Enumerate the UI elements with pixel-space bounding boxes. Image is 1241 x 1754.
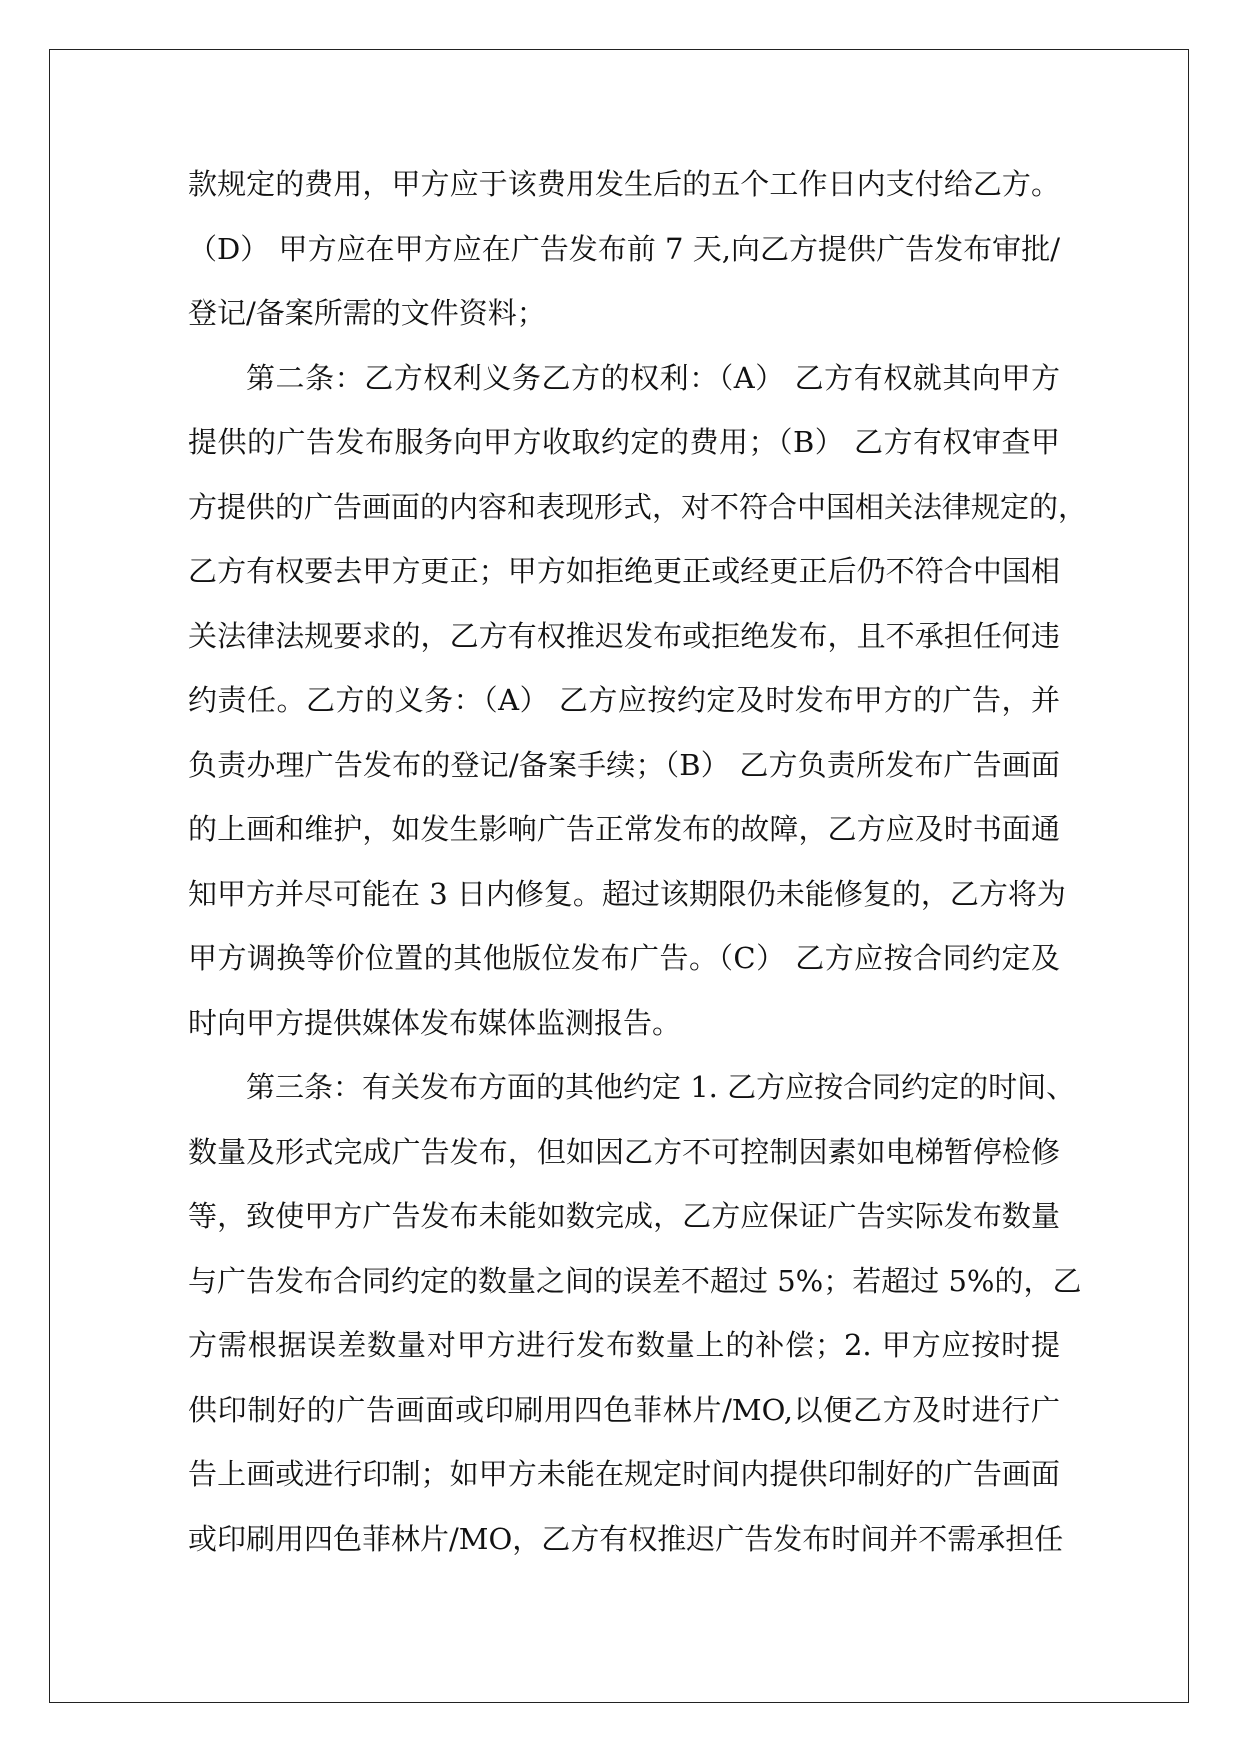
text-line: （D） 甲方应在甲方应在广告发布前 7 天,向乙方提供广告发布审批/ [188, 231, 1060, 266]
text-line: 或印刷用四色菲林片/MO，乙方有权推迟广告发布时间并不需承担任 [188, 1521, 1064, 1556]
text-line: 时向甲方提供媒体发布媒体监测报告。 [188, 1005, 682, 1040]
text-line: 方提供的广告画面的内容和表现形式，对不符合中国相关法律规定的， [188, 489, 1088, 524]
text-line: 乙方有权要去甲方更正；甲方如拒绝更正或经更正后仍不符合中国相 [188, 554, 1060, 588]
text-line: 供印制好的广告画面或印刷用四色菲林片/MO,以便乙方及时进行广 [188, 1392, 1060, 1427]
text-line: 数量及形式完成广告发布，但如因乙方不可控制因素如电梯暂停检修 [188, 1134, 1060, 1169]
text-line: 提供的广告发布服务向甲方收取约定的费用；（B） 乙方有权审查甲 [188, 425, 1060, 459]
text-line: 与广告发布合同约定的数量之间的误差不超过 5%；若超过 5%的，乙 [188, 1263, 1082, 1298]
text-line: 登记/备案所需的文件资料； [188, 296, 546, 330]
text-line: 约责任。乙方的义务：（A） 乙方应按约定及时发布甲方的广告，并 [188, 683, 1060, 717]
text-line: 第二条：乙方权利义务乙方的权利：（A） 乙方有权就其向甲方 [246, 360, 1060, 395]
text-line: 等，致使甲方广告发布未能如数完成，乙方应保证广告实际发布数量 [188, 1199, 1060, 1233]
text-line: 甲方调换等价位置的其他版位发布广告。（C） 乙方应按合同约定及 [188, 941, 1060, 975]
document-body [188, 152, 1088, 1571]
text-line: 知甲方并尽可能在 3 日内修复。超过该期限仍未能修复的，乙方将为 [188, 876, 1066, 911]
text-line: 的上画和维护，如发生影响广告正常发布的故障，乙方应及时书面通 [188, 812, 1060, 846]
text-line: 方需根据误差数量对甲方进行发布数量上的补偿；2. 甲方应按时提 [188, 1328, 1060, 1362]
text-line: 负责办理广告发布的登记/备案手续；（B） 乙方负责所发布广告画面 [188, 747, 1060, 782]
text-line: 第三条：有关发布方面的其他约定 1. 乙方应按合同约定的时间、 [246, 1070, 1076, 1104]
text-line: 款规定的费用，甲方应于该费用发生后的五个工作日内支付给乙方。 [188, 167, 1060, 201]
text-line: 关法律法规要求的，乙方有权推迟发布或拒绝发布，且不承担任何违 [188, 618, 1060, 653]
text-line: 告上画或进行印制；如甲方未能在规定时间内提供印制好的广告画面 [188, 1457, 1060, 1491]
